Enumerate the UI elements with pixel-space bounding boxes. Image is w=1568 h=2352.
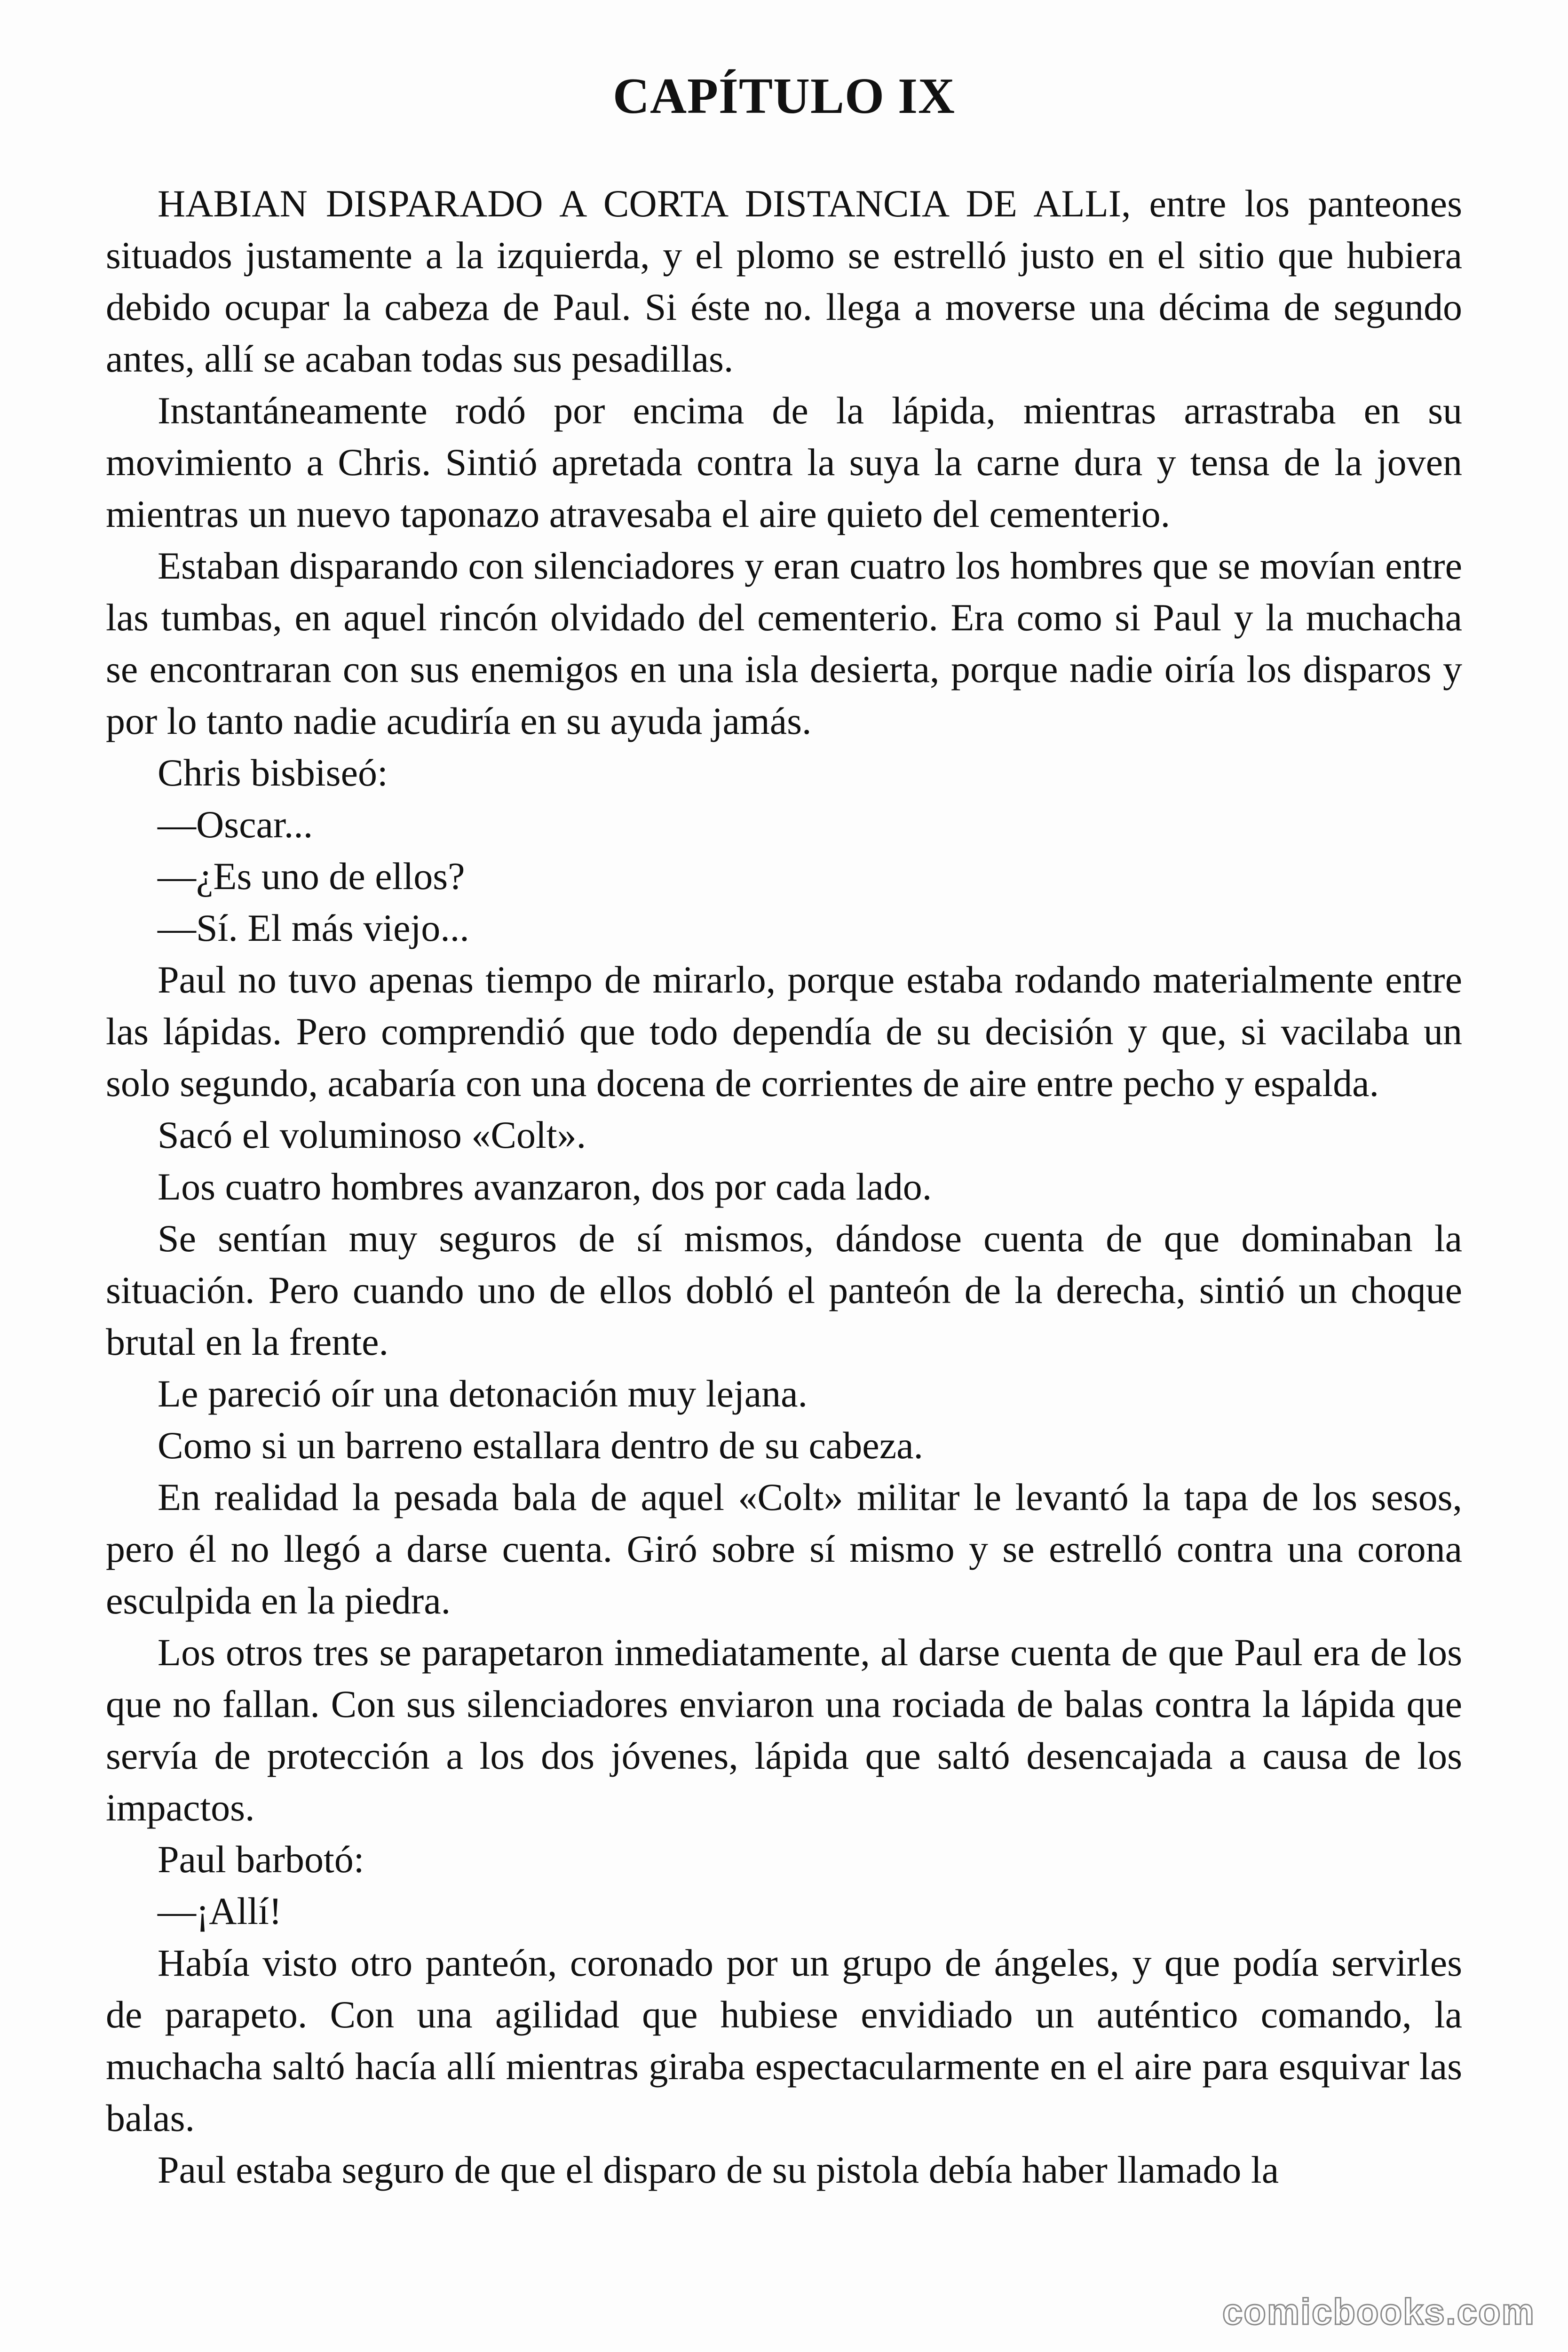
paragraph: Sacó el voluminoso «Colt».	[158, 1113, 586, 1156]
paragraph: Paul no tuvo apenas tiempo de mirarlo, porque estaba rodando materialmente entre las lápidas. Pero comprendió que todo dependía de su decisión y que, si vacilaba un solo segundo, acabaría con una docena de corrientes de aire entre pecho y espalda.	[106, 958, 1462, 1104]
paragraph: Chris bisbiseó:	[158, 751, 388, 794]
paragraph: Paul barbotó:	[158, 1838, 364, 1881]
dialogue-line: —¡Allí!	[158, 1890, 282, 1932]
paragraph: Se sentían muy seguros de sí mismos, dándose cuenta de que dominaban la situación. Pero cuando uno de ellos dobló el panteón de la derecha, sintió un choque brutal en la frente.	[106, 1217, 1462, 1363]
dialogue-line: —Oscar...	[158, 803, 313, 846]
dialogue-line: —¿Es uno de ellos?	[158, 855, 465, 898]
paragraph: Instantáneamente rodó por encima de la lápida, mientras arrastraba en su movimiento a Chris. Sintió apretada contra la suya la carne dura y tensa de la joven mientras un nuevo taponazo atravesaba el aire quieto del cementerio.	[106, 389, 1462, 535]
paragraph: Los cuatro hombres avanzaron, dos por cada lado.	[158, 1165, 932, 1208]
paragraph: HABIAN DISPARADO A CORTA DISTANCIA DE ALLI, entre los panteones situados justamente a la izquierda, y el plomo se estrelló justo en el sitio que hubiera debido ocupar la cabeza de Paul. Si éste no. llega a moverse una décima de segundo antes, allí se acaban todas sus pesadillas.	[106, 182, 1462, 380]
dialogue-line: —Sí. El más viejo...	[158, 906, 469, 949]
chapter-title: CAPÍTULO IX	[612, 68, 956, 124]
paragraph: Paul estaba seguro de que el disparo de su pistola debía haber llamado la	[158, 2148, 1279, 2191]
chapter-body	[106, 178, 1462, 2196]
paragraph: En realidad la pesada bala de aquel «Colt» militar le levantó la tapa de los sesos, pero él no llegó a darse cuenta. Giró sobre sí mismo y se estrelló contra una corona esculpida en la piedra.	[106, 1476, 1462, 1622]
watermark-logo: comicbooks.com	[1222, 2291, 1535, 2332]
paragraph: Había visto otro panteón, coronado por un grupo de ángeles, y que podía servirles de parapeto. Con una agilidad que hubiese envidiado un auténtico comando, la muchacha saltó hacía allí mientras giraba espectacularmente en el aire para esquivar las balas.	[106, 1941, 1462, 2139]
paragraph: Como si un barreno estallara dentro de su cabeza.	[158, 1424, 923, 1467]
paragraph: Le pareció oír una detonación muy lejana.	[158, 1372, 808, 1415]
paragraph: Estaban disparando con silenciadores y eran cuatro los hombres que se movían entre las tumbas, en aquel rincón olvidado del cementerio. Era como si Paul y la muchacha se encontraran con sus enemigos en una isla desierta, porque nadie oiría los disparos y por lo tanto nadie acudiría en su ayuda jamás.	[106, 544, 1462, 742]
paragraph: Los otros tres se parapetaron inmediatamente, al darse cuenta de que Paul era de los que no fallan. Con sus silenciadores enviaron una rociada de balas contra la lápida que servía de protección a los dos jóvenes, lápida que saltó desencajada a causa de los impactos.	[106, 1631, 1462, 1829]
